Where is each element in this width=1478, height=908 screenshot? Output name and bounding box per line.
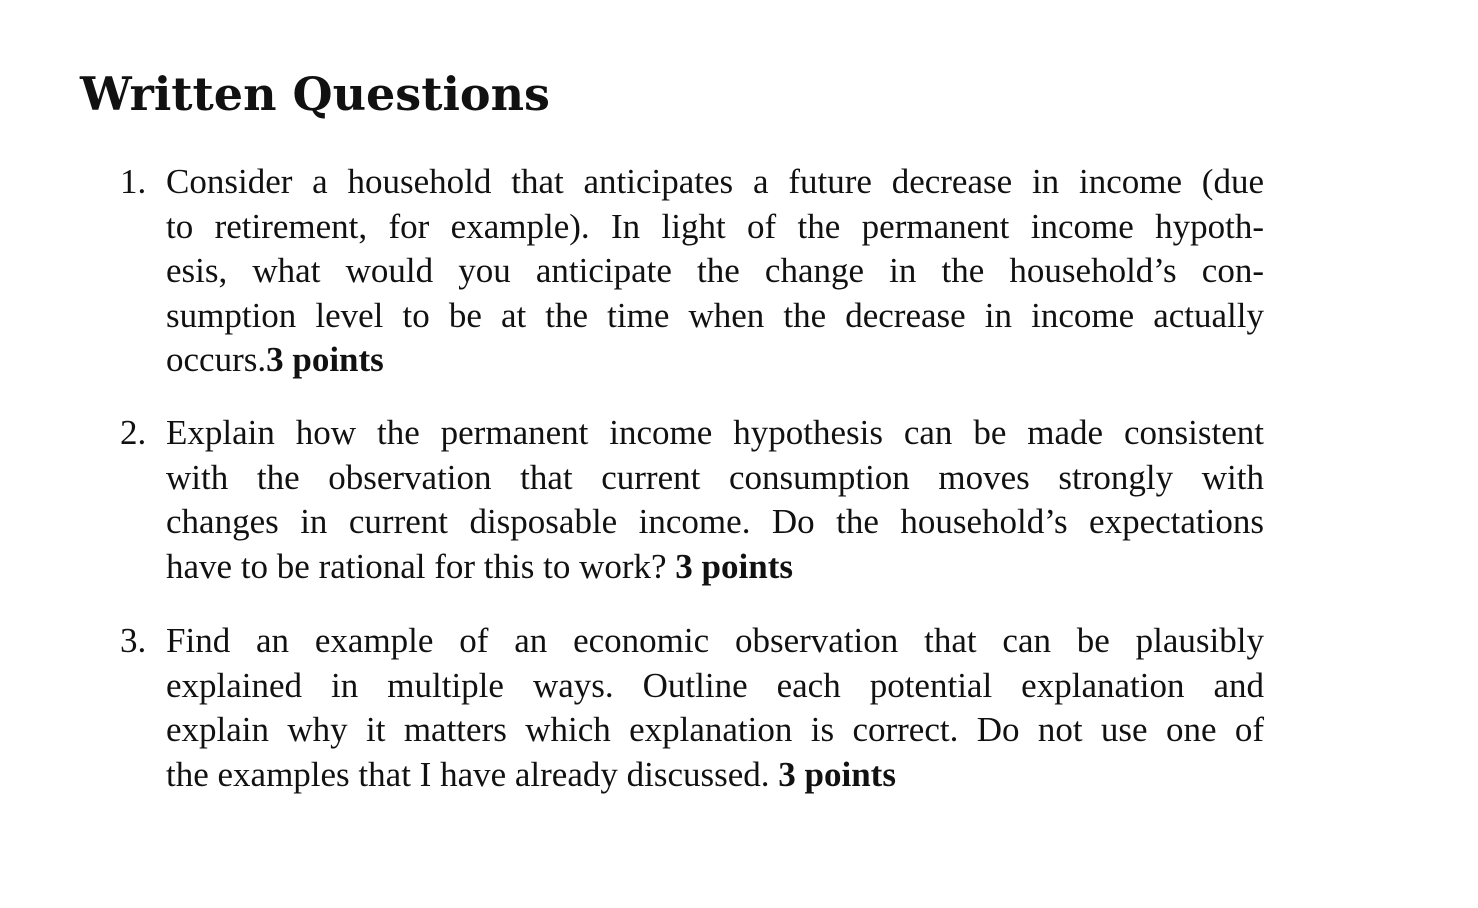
- question-line: changes in current disposable income. Do the household’s expectations: [166, 502, 1264, 541]
- question-line: to retirement, for example). In light of the permanent income hypoth-: [166, 206, 1264, 246]
- question-line: occurs.: [166, 340, 267, 379]
- question-text: [166, 411, 1264, 589]
- section-title: Written Questions: [80, 67, 550, 121]
- question-line: esis, what would you anticipate the change in the household’s con-: [166, 251, 1264, 290]
- question-text: [166, 160, 1264, 383]
- question-line: have to be rational for this to work?: [166, 546, 676, 586]
- question-last-line: [166, 753, 1264, 798]
- question-line: Consider a household that anticipates a future decrease in income (due: [166, 162, 1264, 201]
- question-line: explained in multiple ways. Outline each potential explanation and: [166, 665, 1264, 705]
- question-line: sumption level to be at the time when the decrease in income actually: [166, 295, 1264, 335]
- points-label: 3 points: [266, 340, 384, 379]
- question-number: 2.: [120, 413, 147, 452]
- question-last-line: [166, 338, 1264, 383]
- question-number: 3.: [120, 621, 147, 660]
- points-label: 3 points: [675, 546, 793, 586]
- question-line: the examples that I have already discussed.: [166, 754, 779, 794]
- points-label: 3 points: [778, 754, 896, 794]
- question-last-line: [166, 545, 1264, 590]
- question-line: Find an example of an economic observation that can be plausibly: [166, 621, 1264, 660]
- question-line: Explain how the permanent income hypothesis can be made consistent: [166, 413, 1264, 452]
- question-line: explain why it matters which explanation is correct. Do not use one of: [166, 710, 1264, 749]
- question-line: with the observation that current consumption moves strongly with: [166, 457, 1264, 497]
- question-text: [166, 619, 1264, 797]
- question-number: 1.: [120, 162, 147, 201]
